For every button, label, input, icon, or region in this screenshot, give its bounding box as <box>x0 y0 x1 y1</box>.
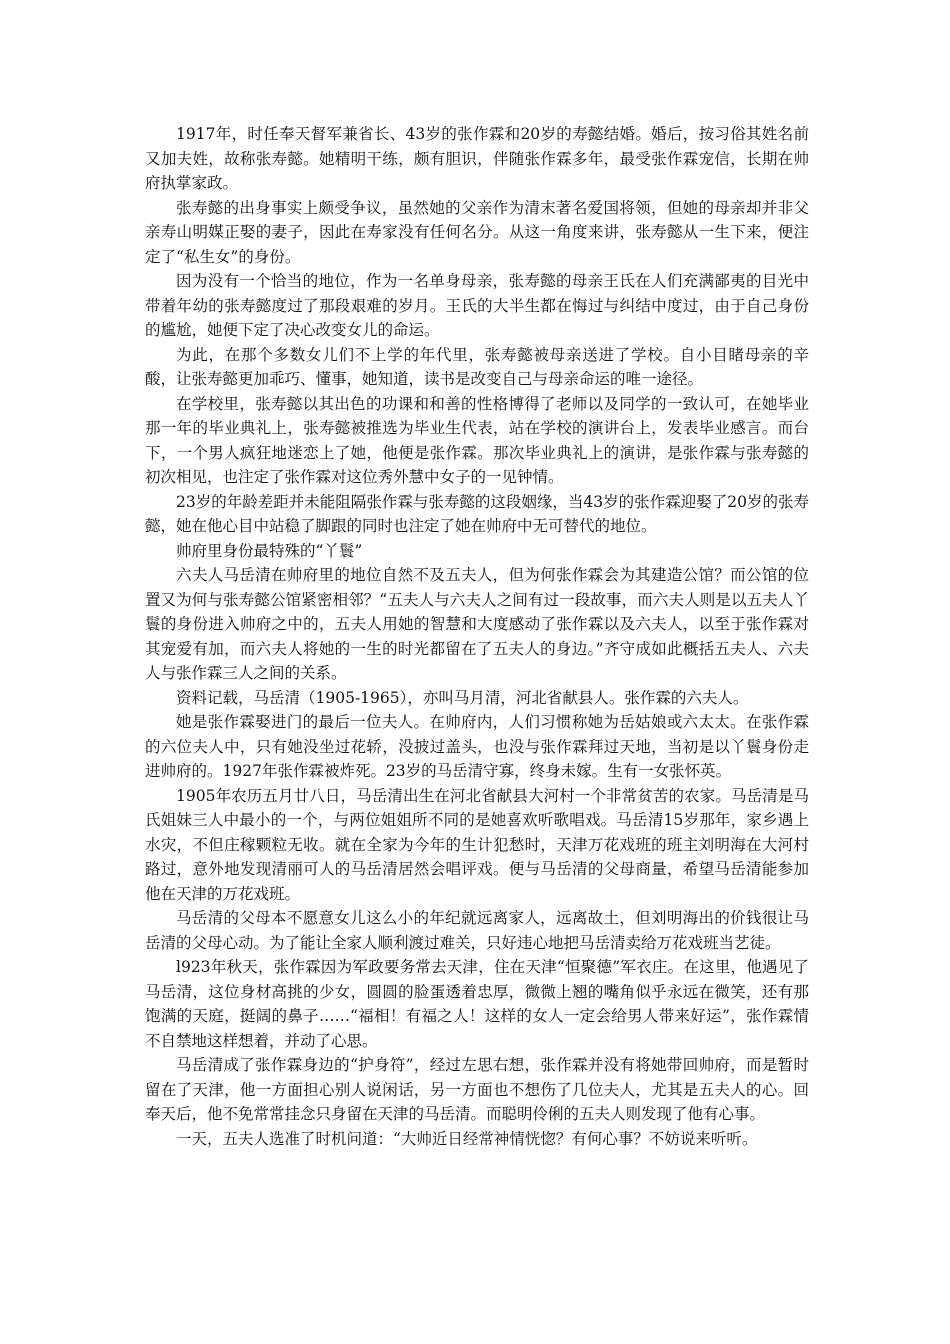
paragraph-origin: 张寿懿的出身事实上颇受争议，虽然她的父亲作为清末著名爱国将领，但她的母亲却并非父亲寿山明媒正娶的妻子，因此在寿家没有任何名分。从这一角度来讲，张寿懿从一生下来，便注定了“私生女”的身份。 <box>145 198 809 266</box>
paragraph-mother: 因为没有一个恰当的地位，作为一名单身母亲，张寿懿的母亲王氏在人们充满鄙夷的目光中带着年幼的张寿懿度过了那段艰难的岁月。王氏的大半生都在悔过与纠结中度过，由于自己身份的尴尬，她便下定了决心改变女儿的命运。 <box>145 272 809 339</box>
paragraph-last-wife: 她是张作霖娶进门的最后一位夫人。在帅府内，人们习惯称她为岳姑娘或六太太。在张作霖的六位夫人中，只有她没坐过花轿，没披过盖头，也没与张作霖拜过天地，当初是以丫鬟身份走进帅府的。1927年张作霖被炸死。23岁的马岳清守寡，终身未嫁。生有一女张怀英。 <box>145 713 809 780</box>
paragraph-marriage: 1917年，时任奉天督军兼省长、43岁的张作霖和20岁的寿懿结婚。婚后，按习俗其姓名前又加夫姓，故称张寿懿。她精明干练，颇有胆识，伴随张作霖多年，最受张作霖宠信，长期在帅府执掌家政。 <box>145 125 809 192</box>
paragraph-graduation: 在学校里，张寿懿以其出色的功课和和善的性格博得了老师以及同学的一致认可，在她毕业那一年的毕业典礼上，张寿懿被推选为毕业生代表，站在学校的演讲台上，发表毕业感言。而台下，一个男人疯狂地迷恋上了她，他便是张作霖。那次毕业典礼上的演讲，是张作霖与张寿懿的初次相见，也注定了张作霖对这位秀外慧中女子的一见钟情。 <box>145 394 809 486</box>
paragraph-birth: 1905年农历五月廿八日，马岳清出生在河北省献县大河村一个非常贫苦的农家。马岳清是马氏姐妹三人中最小的一个，与两位姐姐所不同的是她喜欢听歌唱戏。马岳清15岁那年，家乡遇上水灾，不但庄稼颗粒无收。就在全家为今年的生计犯愁时，天津万花戏班的班主刘明海在大河村路过，意外地发现清丽可人的马岳清居然会唱评戏。便与马岳清的父母商量，希望马岳清能参加他在天津的万花戏班。 <box>145 786 809 903</box>
paragraph-school: 为此，在那个多数女儿们不上学的年代里，张寿懿被母亲送进了学校。自小目睹母亲的辛酸，让张寿懿更加乖巧、懂事，她知道，读书是改变自己与母亲命运的唯一途径。 <box>145 345 809 388</box>
paragraph-meeting: l923年秋天，张作霖因为军政要务常去天津，住在天津“恒聚德”军衣庄。在这里，他遇见了马岳清，这位身材高挑的少女，圆圆的脸蛋透着忠厚，微微上翘的嘴角似乎永远在微笑，还有那饱满的天庭，挺阔的鼻子……“福相！有福之人！这样的女人一定会给男人带来好运”，张作霖情不自禁地这样想着，并动了心思。 <box>145 958 809 1050</box>
paragraph-amulet: 马岳清成了张作霖身边的“护身符”，经过左思右想，张作霖并没有将她带回帅府，而是暂时留在了天津，他一方面担心别人说闲话，另一方面也不想伤了几位夫人，尤其是五夫人的心。回奉天后，他不免常常挂念只身留在天津的马岳清。而聪明伶俐的五夫人则发现了他有心事。 <box>145 1056 809 1123</box>
section-heading: 帅府里身份最特殊的“丫鬟” <box>176 541 363 560</box>
document-page <box>145 122 809 1151</box>
paragraph-sold: 马岳清的父母本不愿意女儿这么小的年纪就远离家人，远离故土，但刘明海出的价钱很让马岳清的父母心动。为了能让全家人顺利渡过难关，只好违心地把马岳清卖给万花戏班当艺徒。 <box>145 909 809 952</box>
paragraph-age-gap: 23岁的年龄差距并未能阻隔张作霖与张寿懿的这段姻缘，当43岁的张作霖迎娶了20岁的张寿懿，她在他心目中站稳了脚跟的同时也注定了她在帅府中无可替代的地位。 <box>145 492 809 535</box>
paragraph-sixth-wife: 六夫人马岳清在帅府里的地位自然不及五夫人，但为何张作霖会为其建造公馆？而公馆的位置又为何与张寿懿公馆紧密相邻？“五夫人与六夫人之间有过一段故事，而六夫人则是以五夫人丫鬟的身份进入帅府之中的，五夫人用她的智慧和大度感动了张作霖以及六夫人，以至于张作霖对其宠爱有加，而六夫人将她的一生的时光都留在了五夫人的身边。”齐守成如此概括五夫人、六夫人与张作霖三人之间的关系。 <box>145 566 809 682</box>
paragraph-question: 一天，五夫人选准了时机问道：“大帅近日经常神情恍惚？有何心事？不妨说来听听。 <box>176 1129 758 1148</box>
paragraph-records: 资料记载，马岳清（1905-1965），亦叫马月清，河北省献县人。张作霖的六夫人。 <box>176 688 749 707</box>
